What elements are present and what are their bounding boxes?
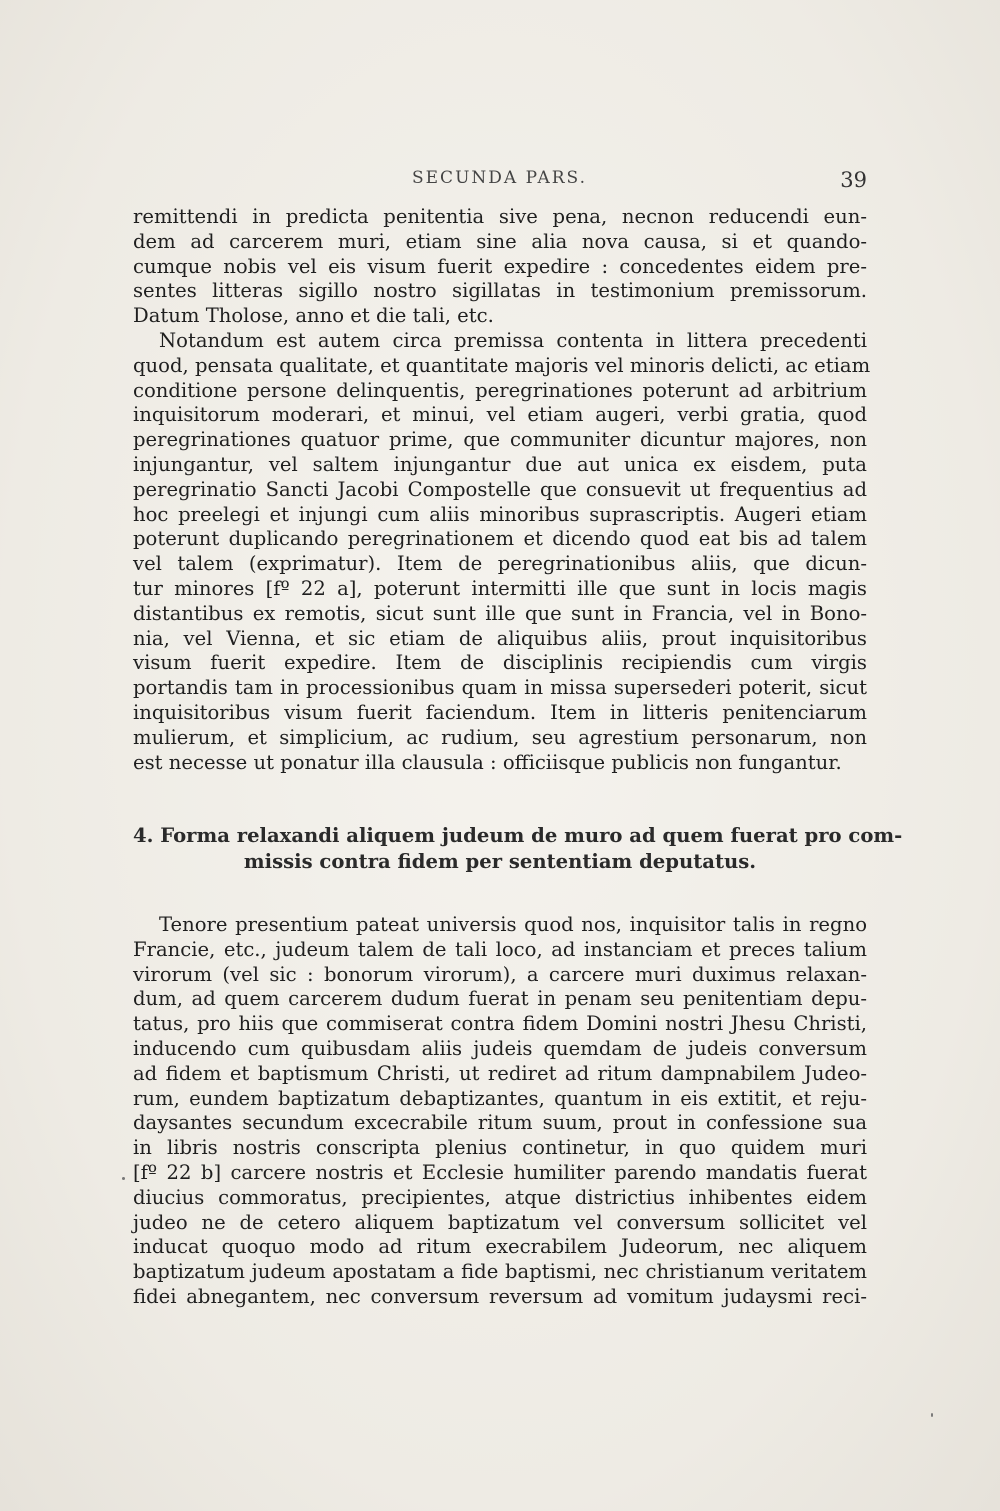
text-line: diucius commoratus, precipientes, atque districtius inhibentes eidem [133, 1185, 867, 1209]
text-line: quod, pensata qualitate, et quantitate majoris vel minoris delicti, ac etiam [133, 353, 871, 377]
text-line: inducendo cum quibusdam aliis judeis quemdam de judeis conversum [133, 1036, 867, 1060]
section-heading-line: missis contra fidem per sententiam deputatus. [243, 850, 757, 873]
text-line: sentes litteras sigillo nostro sigillatas in testimonium premissorum. [133, 279, 867, 303]
text-line: fidei abnegantem, nec conversum reversum ad vomitum judaysmi reci- [133, 1284, 867, 1308]
text-line: peregrinatio Sancti Jacobi Compostelle que consuevit ut frequentius ad [133, 477, 867, 501]
text-line: portandis tam in processionibus quam in missa supersederi poterit, sicut [133, 676, 867, 700]
section-heading-line: 4. Forma relaxandi aliquem judeum de muro ad quem fuerat pro com- [133, 824, 903, 847]
paragraph [133, 913, 867, 1310]
running-head: SECUNDA PARS. [412, 168, 587, 188]
body-text-upper [133, 205, 871, 775]
paper-speck [122, 1177, 125, 1180]
text-line: rum, eundem baptizatum debaptizantes, quantum in eis extitit, et reju- [133, 1086, 867, 1110]
text-line: dum, ad quem carcerem dudum fuerat in penam seu penitentiam depu- [133, 987, 867, 1011]
text-line: judeo ne de cetero aliquem baptizatum vel conversum sollicitet vel [133, 1210, 867, 1234]
text-line: vel talem (exprimatur). Item de peregrinationibus aliis, que dicun- [133, 552, 867, 576]
text-line: Notandum est autem circa premissa contenta in littera precedenti [159, 328, 867, 352]
page-header [132, 168, 867, 198]
text-line: Francie, etc., judeum talem de tali loco, ad instanciam et preces talium [133, 937, 867, 961]
body-text-lower [133, 913, 867, 1310]
text-line: conditione persone delinquentis, peregrinationes poterunt ad arbitrium [133, 378, 867, 402]
text-line: cumque nobis vel eis visum fuerit expedire : concedentes eidem pre- [133, 254, 867, 278]
text-line: dem ad carcerem muri, etiam sine alia nova causa, si et quando- [133, 229, 867, 253]
section-heading [133, 823, 903, 875]
text-line: visum fuerit expedire. Item de disciplinis recipiendis cum virgis [133, 651, 867, 675]
text-line: ad fidem et baptismum Christi, ut rediret ad ritum dampnabilem Judeo- [133, 1061, 867, 1085]
text-line: est necesse ut ponatur illa clausula : officiisque publicis non fungantur. [133, 750, 842, 774]
text-line: inducat quoquo modo ad ritum execrabilem Judeorum, nec aliquem [133, 1235, 867, 1259]
text-line: injungantur, vel saltem injungantur due aut unica ex eisdem, puta [133, 452, 867, 476]
text-line: Tenore presentium pateat universis quod nos, inquisitor talis in regno [159, 913, 867, 936]
text-line: daysantes secundum excecrabile ritum suum, prout in confessione sua [133, 1111, 867, 1135]
text-line: in libris nostris conscripta plenius continetur, in quo quidem muri [133, 1136, 867, 1160]
paper-speck [931, 1413, 933, 1417]
text-line: poterunt duplicando peregrinationem et dicendo quod eat bis ad talem [133, 527, 867, 551]
text-line: inquisitorum moderari, et minui, vel etiam augeri, verbi gratia, quod [133, 403, 867, 427]
text-line: nia, vel Vienna, et sic etiam de aliquibus aliis, prout inquisitoribus [133, 626, 867, 650]
text-line: peregrinationes quatuor prime, que communiter dicuntur majores, non [133, 428, 867, 452]
text-line: baptizatum judeum apostatam a fide baptismi, nec christianum veritatem [133, 1260, 867, 1284]
text-line: distantibus ex remotis, sicut sunt ille que sunt in Francia, vel in Bono- [133, 601, 867, 625]
text-line: tur minores [fº 22 a], poterunt intermitti ille que sunt in locis magis [133, 576, 867, 600]
text-line: hoc preelegi et injungi cum aliis minoribus suprascriptis. Augeri etiam [133, 502, 867, 526]
paragraph [133, 328, 871, 775]
text-line: tatus, pro hiis que commiserat contra fidem Domini nostri Jhesu Christi, [133, 1012, 867, 1036]
paragraph [133, 205, 867, 329]
text-line: inquisitoribus visum fuerit faciendum. Item in litteris penitenciarum [133, 700, 867, 724]
page-number: 39 [840, 168, 867, 192]
text-line: [fº 22 b] carcere nostris et Ecclesie humiliter parendo mandatis fuerat [133, 1160, 867, 1184]
text-line: remittendi in predicta penitentia sive pena, necnon reducendi eun- [133, 205, 867, 228]
text-line: Datum Tholose, anno et die tali, etc. [133, 304, 494, 328]
text-line: mulierum, et simplicium, ac rudium, seu agrestium personarum, non [133, 725, 867, 749]
text-line: virorum (vel sic : bonorum virorum), a carcere muri duximus relaxan- [133, 962, 867, 986]
